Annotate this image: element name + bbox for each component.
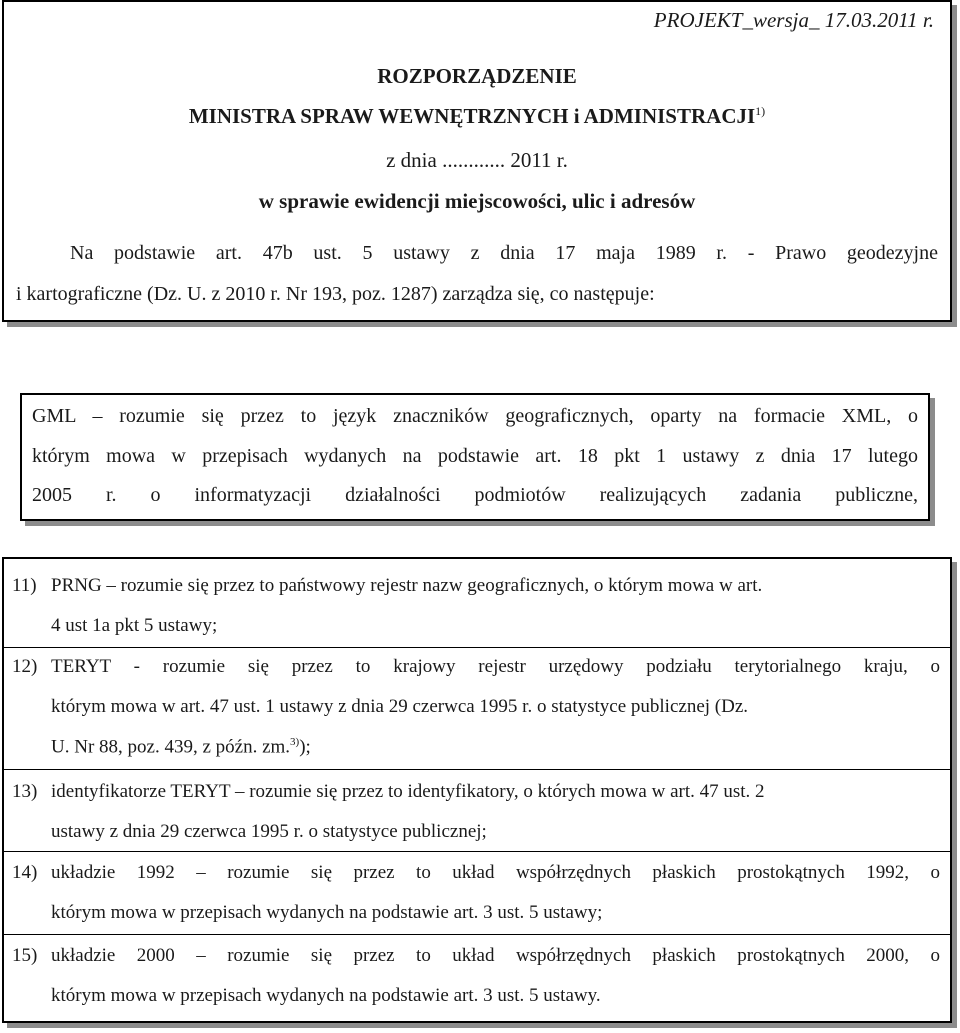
intro-line-2: i kartograficzne (Dz. U. z 2010 r. Nr 193, poz. 1287) zarządza się, co następuje: — [16, 283, 655, 305]
ministry-title-text: MINISTRA SPRAW WEWNĘTRZNYCH i ADMINISTRACJI — [188, 104, 756, 128]
item-line: którym mowa w art. 47 ust. 1 ustawy z dnia 29 czerwca 1995 r. o statystyce publicznej (Dz. — [51, 696, 749, 717]
item-line: którym mowa w przepisach wydanych na podstawie art. 3 ust. 5 ustawy. — [51, 985, 601, 1006]
item-number: 12) — [12, 656, 38, 677]
item-number: 14) — [12, 862, 38, 883]
item-line: 4 ust 1a pkt 5 ustawy; — [51, 615, 218, 636]
item-line-text: U. Nr 88, poz. 439, z późn. zm. — [51, 736, 291, 758]
document-type-title: ROZPORZĄDZENIE — [377, 64, 577, 88]
document-subject: w sprawie ewidencji miejscowości, ulic i adresów — [258, 189, 696, 213]
item-line: układzie 2000 – rozumie się przez to układ współrzędnych płaskich prostokątnych 2000, o — [51, 945, 940, 966]
project-version: PROJEKT_wersja_ 17.03.2011 r. — [653, 8, 934, 32]
item-line: PRNG – rozumie się przez to państwowy rejestr nazw geograficznych, o którym mowa w art. — [51, 575, 763, 596]
item-line: identyfikatorze TERYT – rozumie się przez to identyfikatory, o których mowa w art. 47 ust. 2 — [51, 781, 765, 802]
item-line: ustawy z dnia 29 czerwca 1995 r. o statystyce publicznej; — [51, 821, 487, 842]
gml-line-3: 2005 r. o informatyzacji działalności podmiotów realizujących zadania publiczne, — [32, 484, 918, 506]
document-date: z dnia ............ 2011 r. — [386, 148, 568, 172]
intro-line-1: Na podstawie art. 47b ust. 5 ustawy z dnia 17 maja 1989 r. - Prawo geodezyjne — [70, 242, 938, 264]
item-divider — [4, 851, 950, 852]
item-line-with-footnote — [51, 736, 940, 758]
gml-definition-box — [20, 393, 930, 521]
item-line: układzie 1992 – rozumie się przez to układ współrzędnych płaskich prostokątnych 1992, o — [51, 862, 940, 883]
item-line: którym mowa w przepisach wydanych na podstawie art. 3 ust. 5 ustawy; — [51, 902, 603, 923]
item-number: 13) — [12, 781, 38, 802]
item-divider — [4, 769, 950, 770]
footnote-ref: 1) — [755, 104, 766, 118]
item-number: 11) — [12, 575, 37, 596]
definitions-box — [2, 557, 952, 1023]
item-divider — [4, 647, 950, 648]
header-box — [2, 0, 952, 322]
ministry-title — [4, 104, 950, 129]
gml-line-2: którym mowa w przepisach wydanych na podstawie art. 18 pkt 1 ustawy z dnia 17 lutego — [32, 445, 918, 467]
item-number: 15) — [12, 945, 38, 966]
item-line-tail: ); — [299, 736, 311, 758]
footnote-ref: 3) — [290, 736, 300, 748]
item-line: TERYT - rozumie się przez to krajowy rejestr urzędowy podziału terytorialnego kraju, o — [51, 656, 940, 677]
item-divider — [4, 934, 950, 935]
gml-line-1: GML – rozumie się przez to język znaczników geograficznych, oparty na formacie XML, o — [32, 405, 918, 427]
